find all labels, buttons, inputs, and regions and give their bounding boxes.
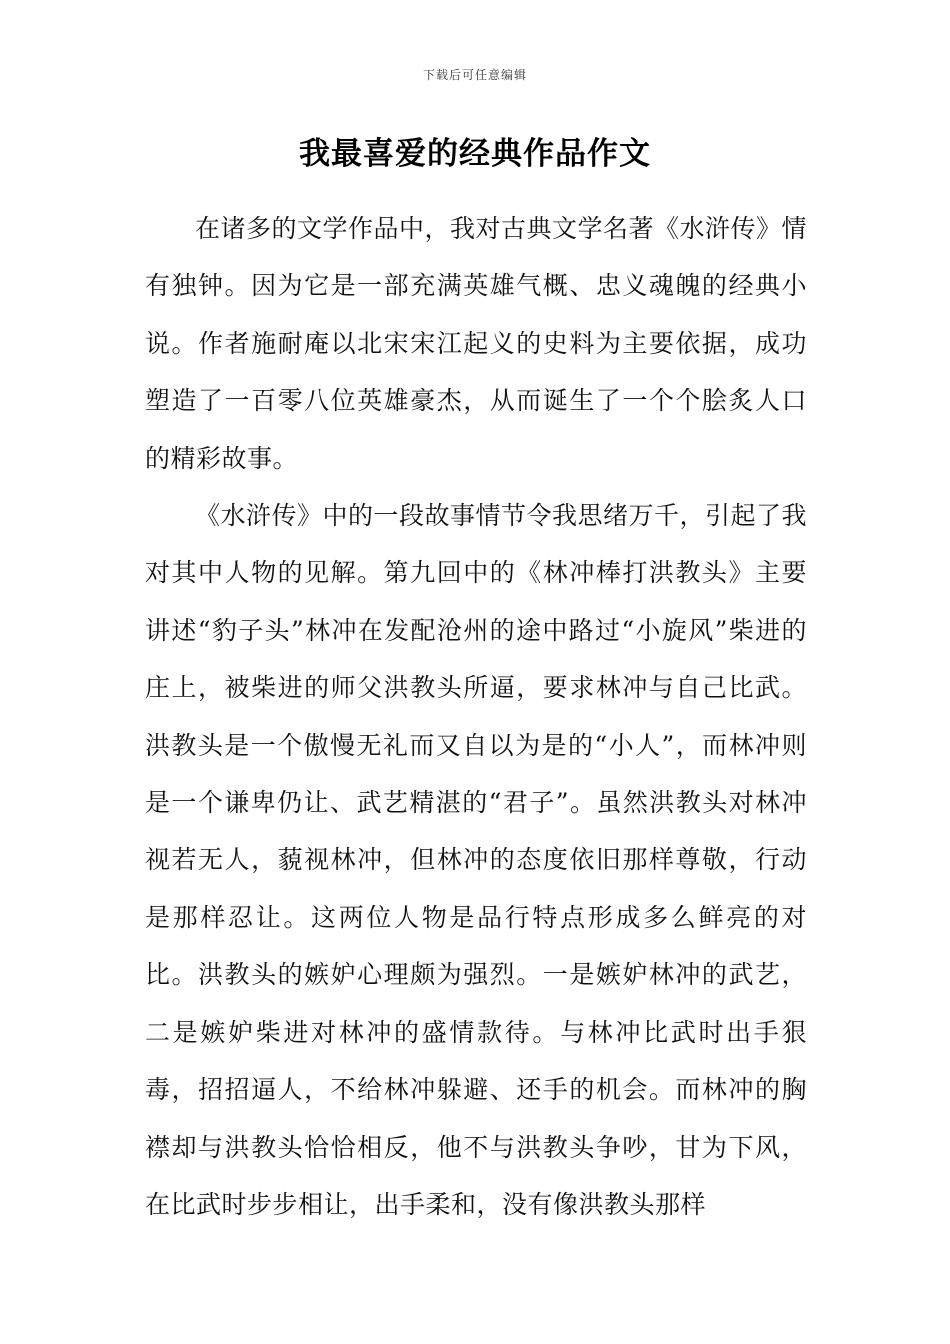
document-title: 我最喜爱的经典作品作文	[299, 136, 651, 172]
paragraph: 在诸多的文学作品中，我对古典文学名著《水浒传》情有独钟。因为它是一部充满英雄气概、忠义魂魄的经典小说。作者施耐庵以北宋宋江起义的史料为主要依据，成功塑造了一百零八位英雄豪杰，从而诞生了一个个脍炙人口的精彩故事。	[145, 214, 808, 473]
document-body	[145, 200, 807, 1233]
header-note: 下载后可任意编辑	[422, 68, 527, 82]
paragraph: 《水浒传》中的一段故事情节令我思绪万千，引起了我对其中人物的见解。第九回中的《林冲棒打洪教头》主要讲述“豹子头”林冲在发配沧州的途中路过“小旋风”柴进的庄上，被柴进的师父洪教头所逼，要求林冲与自己比武。洪教头是一个傲慢无礼而又自以为是的“小人”，而林冲则是一个谦卑仍让、武艺精湛的“君子”。虽然洪教头对林冲视若无人，藐视林冲，但林冲的态度依旧那样尊敬，行动是那样忍让。这两位人物是品行特点形成多么鲜亮的对比。洪教头的嫉妒心理颇为强烈。一是嫉妒林冲的武艺，二是嫉妒柴进对林冲的盛情款待。与林冲比武时出手狠毒，招招逼人，不给林冲躲避、还手的机会。而林冲的胸襟却与洪教头恰恰相反，他不与洪教头争吵，甘为下风，在比武时步步相让，出手柔和，没有像洪教头那样	[145, 501, 808, 1219]
